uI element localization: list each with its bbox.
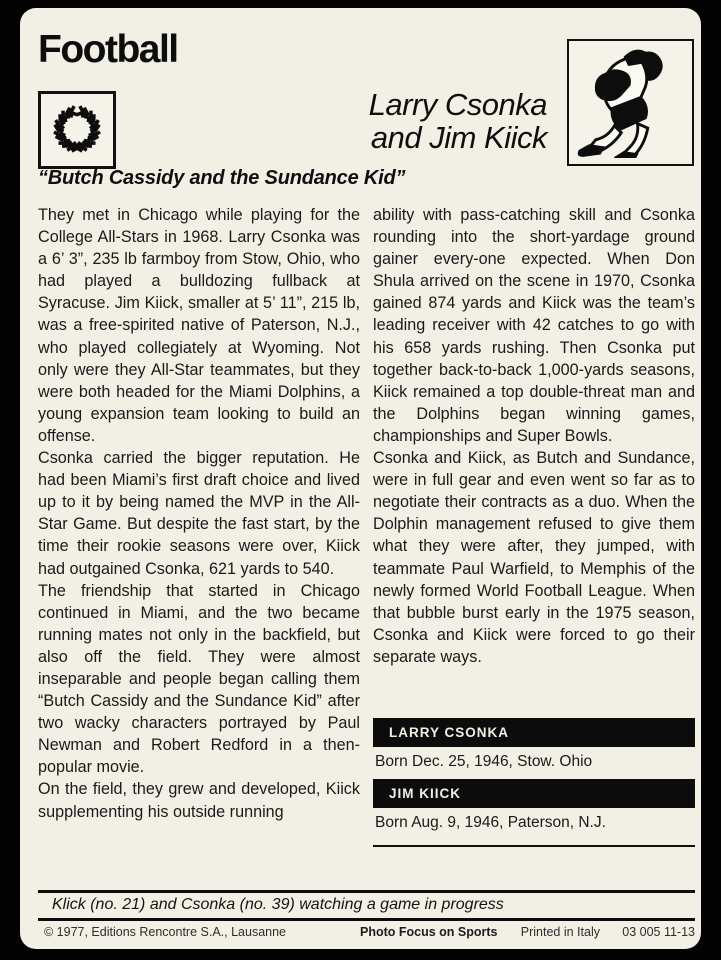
copyright-text: © 1977, Editions Rencontre S.A., Lausanne bbox=[44, 925, 287, 939]
paragraph: ability with pass-catching skill and Csonka rounding into the short-yardage ground gainer every-one expected. When Don Shula arrived on the scene in 1970, Csonka gained 874 yards and Kiick was the team’s leading receiver with 42 catches to go with his 658 yards rushing. Then Csonka put together back-to-back 1,000-yards seasons, Kiick remained a top double-threat man and the Dolphins began winning games, championships and Super Bowls. bbox=[373, 206, 695, 445]
category-title: Football bbox=[38, 28, 178, 71]
card-number: 03 005 11-13 bbox=[622, 925, 695, 939]
player-born-line: Born Dec. 25, 1946, Stow. Ohio bbox=[375, 753, 593, 771]
player-info-section bbox=[373, 718, 695, 847]
football-player-icon bbox=[573, 43, 688, 163]
page-title bbox=[140, 88, 547, 154]
card-subtitle: “Butch Cassidy and the Sundance Kid” bbox=[38, 167, 406, 189]
title-line-1: Larry Csonka bbox=[368, 87, 547, 122]
card-footer bbox=[38, 925, 695, 945]
photo-credit: Photo Focus on Sports bbox=[360, 925, 498, 939]
paragraph: On the field, they grew and developed, Kiick supplementing his outside running bbox=[38, 780, 360, 821]
body-right-column bbox=[373, 204, 695, 847]
photo-caption: Klick (no. 21) and Csonka (no. 39) watching a game in progress bbox=[38, 890, 695, 921]
player-born-line: Born Aug. 9, 1946, Paterson, N.J. bbox=[375, 814, 606, 832]
body-text bbox=[38, 204, 695, 847]
paragraph: Csonka and Kiick, as Butch and Sundance, were in full gear and even went so far as to negotiate their contracts as a duo. When the Dolphin management refused to give them what they were after, they jumped, with teammate Paul Warfield, to Memphis of the newly formed World Football League. When that bubble burst early in the 1975 season, Csonka and Kiick were forced to go their separate ways. bbox=[373, 449, 695, 666]
player-name-bar: JIM KIICK bbox=[373, 779, 695, 808]
paragraph: The friendship that started in Chicago continued in Miami, and the two became running mates not only in the backfield, but also off the field. They were almost inseparable and people began calling them “Butch Cassidy and the Sundance Kid” after two wacky characters portrayed by Paul Newman and Robert Redford in a then-popular movie. bbox=[38, 581, 360, 777]
paragraph: They met in Chicago while playing for the College All-Stars in 1968. Larry Csonka was a 6’ 3”, 235 lb farmboy from Stow, Ohio, who had played a bulldozing fullback at Syracuse. Jim Kiick, smaller at 5’ 11”, 215 lb, was a free-spirited native of Paterson, N.J., who played collegiately at Wyoming. Not only were they All-Star teammates, but they were both headed for the Miami Dolphins, a young expansion team looking to build an offense. bbox=[38, 206, 360, 445]
title-line-2: and Jim Kiick bbox=[370, 120, 547, 155]
laurel-wreath-icon bbox=[48, 99, 106, 162]
sportscaster-card bbox=[20, 8, 701, 949]
player-name-bar: LARRY CSONKA bbox=[373, 718, 695, 747]
football-player-illustration-box bbox=[567, 39, 694, 166]
laurel-wreath-box bbox=[38, 91, 116, 169]
body-left-column bbox=[38, 204, 360, 847]
info-divider-rule bbox=[373, 845, 695, 847]
printed-in-text: Printed in Italy bbox=[520, 925, 600, 939]
paragraph: Csonka carried the bigger reputation. He had been Miami’s first draft choice and lived up to it by being named the MVP in the All-Star Game. But despite the fast start, by the time their rookie seasons were over, Kiick had outgained Csonka, 621 yards to 540. bbox=[38, 449, 360, 578]
